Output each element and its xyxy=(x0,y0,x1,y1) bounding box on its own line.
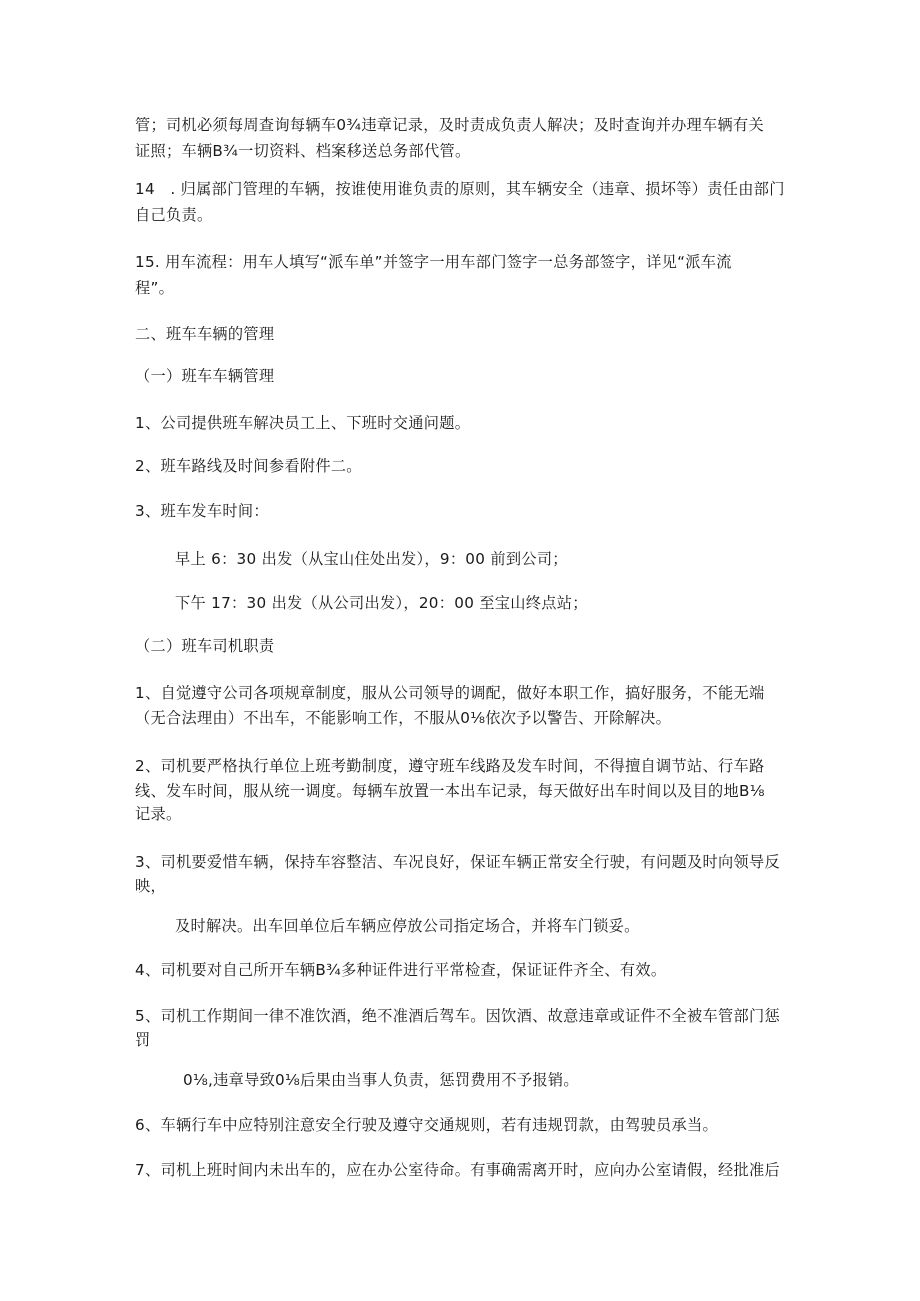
list-item: 2、司机要严格执行单位上班考勤制度，遵守班车线路及发车时间，不得擅自调节站、行车路 xyxy=(135,757,765,775)
schedule-line: 早上 6：30 出发（从宝山住处出发），9：00 前到公司； xyxy=(175,550,568,568)
list-item: 3、司机要爱惜车辆，保持车容整洁、车况良好，保证车辆正常安全行驶，有问题及时向领导反 xyxy=(135,853,780,871)
list-item-continuation: 0⅛,违章导致0⅛后果由当事人负责，惩罚费用不予报销。 xyxy=(183,1071,579,1089)
list-item: 4、司机要对自己所开车辆B¾多种证件进行平常检查，保证证件齐全、有效。 xyxy=(135,961,667,979)
list-item-continuation: 线、发车时间，服从统一调度。每辆车放置一本出车记录，每天做好出车时间以及目的地B⅛ xyxy=(135,782,765,800)
list-item-continuation: 记录。 xyxy=(135,805,182,823)
list-item-continuation: 罚 xyxy=(135,1031,151,1049)
section-heading: 二、班车车辆的管理 xyxy=(135,325,275,343)
paragraph-line: 程”。 xyxy=(135,279,175,297)
list-item: 3、班车发车时间： xyxy=(135,502,269,520)
paragraph-line: 15. 用车流程：用车人填写“派车单”并签字一用车部门签字一总务部签字，详见“派车流 xyxy=(135,253,732,271)
list-item: 1、公司提供班车解决员工上、下班时交通问题。 xyxy=(135,414,471,432)
schedule-line: 下午 17：30 出发（从公司出发），20：00 至宝山终点站； xyxy=(175,594,588,612)
list-item: 2、班车路线及时间参看附件二。 xyxy=(135,457,362,475)
subsection-heading: （二）班车司机职责 xyxy=(135,637,275,655)
paragraph-line: 管；司机必须每周查询每辆车0¾违章记录，及时责成负责人解决；及时查询并办理车辆有关 xyxy=(135,116,764,134)
paragraph-line: 证照；车辆B¾一切资料、档案移送总务部代管。 xyxy=(135,142,471,160)
list-item: 1、自觉遵守公司各项规章制度，服从公司领导的调配，做好本职工作，搞好服务，不能无端 xyxy=(135,684,765,702)
paragraph-line: 自己负责。 xyxy=(135,206,213,224)
paragraph-line: 14 . 归属部门管理的车辆，按谁使用谁负责的原则，其车辆安全（违章、损坏等）责任由部门 xyxy=(135,180,785,198)
list-item: 6、车辆行车中应特别注意安全行驶及遵守交通规则，若有违规罚款，由驾驶员承当。 xyxy=(135,1116,718,1134)
list-item: 5、司机工作期间一律不准饮酒，绝不准酒后驾车。因饮酒、故意违章或证件不全被车管部门惩 xyxy=(135,1007,780,1025)
list-item-continuation: 映， xyxy=(135,877,166,895)
list-item: 7、司机上班时间内未出车的，应在办公室待命。有事确需离开时，应向办公室请假，经批准后 xyxy=(135,1161,780,1179)
list-item-continuation: （无合法理由）不出车，不能影响工作，不服从0⅛依次予以警告、开除解决。 xyxy=(135,709,672,727)
list-item-continuation: 及时解决。出车回单位后车辆应停放公司指定场合，并将车门锁妥。 xyxy=(175,917,640,935)
subsection-heading: （一）班车车辆管理 xyxy=(135,367,275,385)
